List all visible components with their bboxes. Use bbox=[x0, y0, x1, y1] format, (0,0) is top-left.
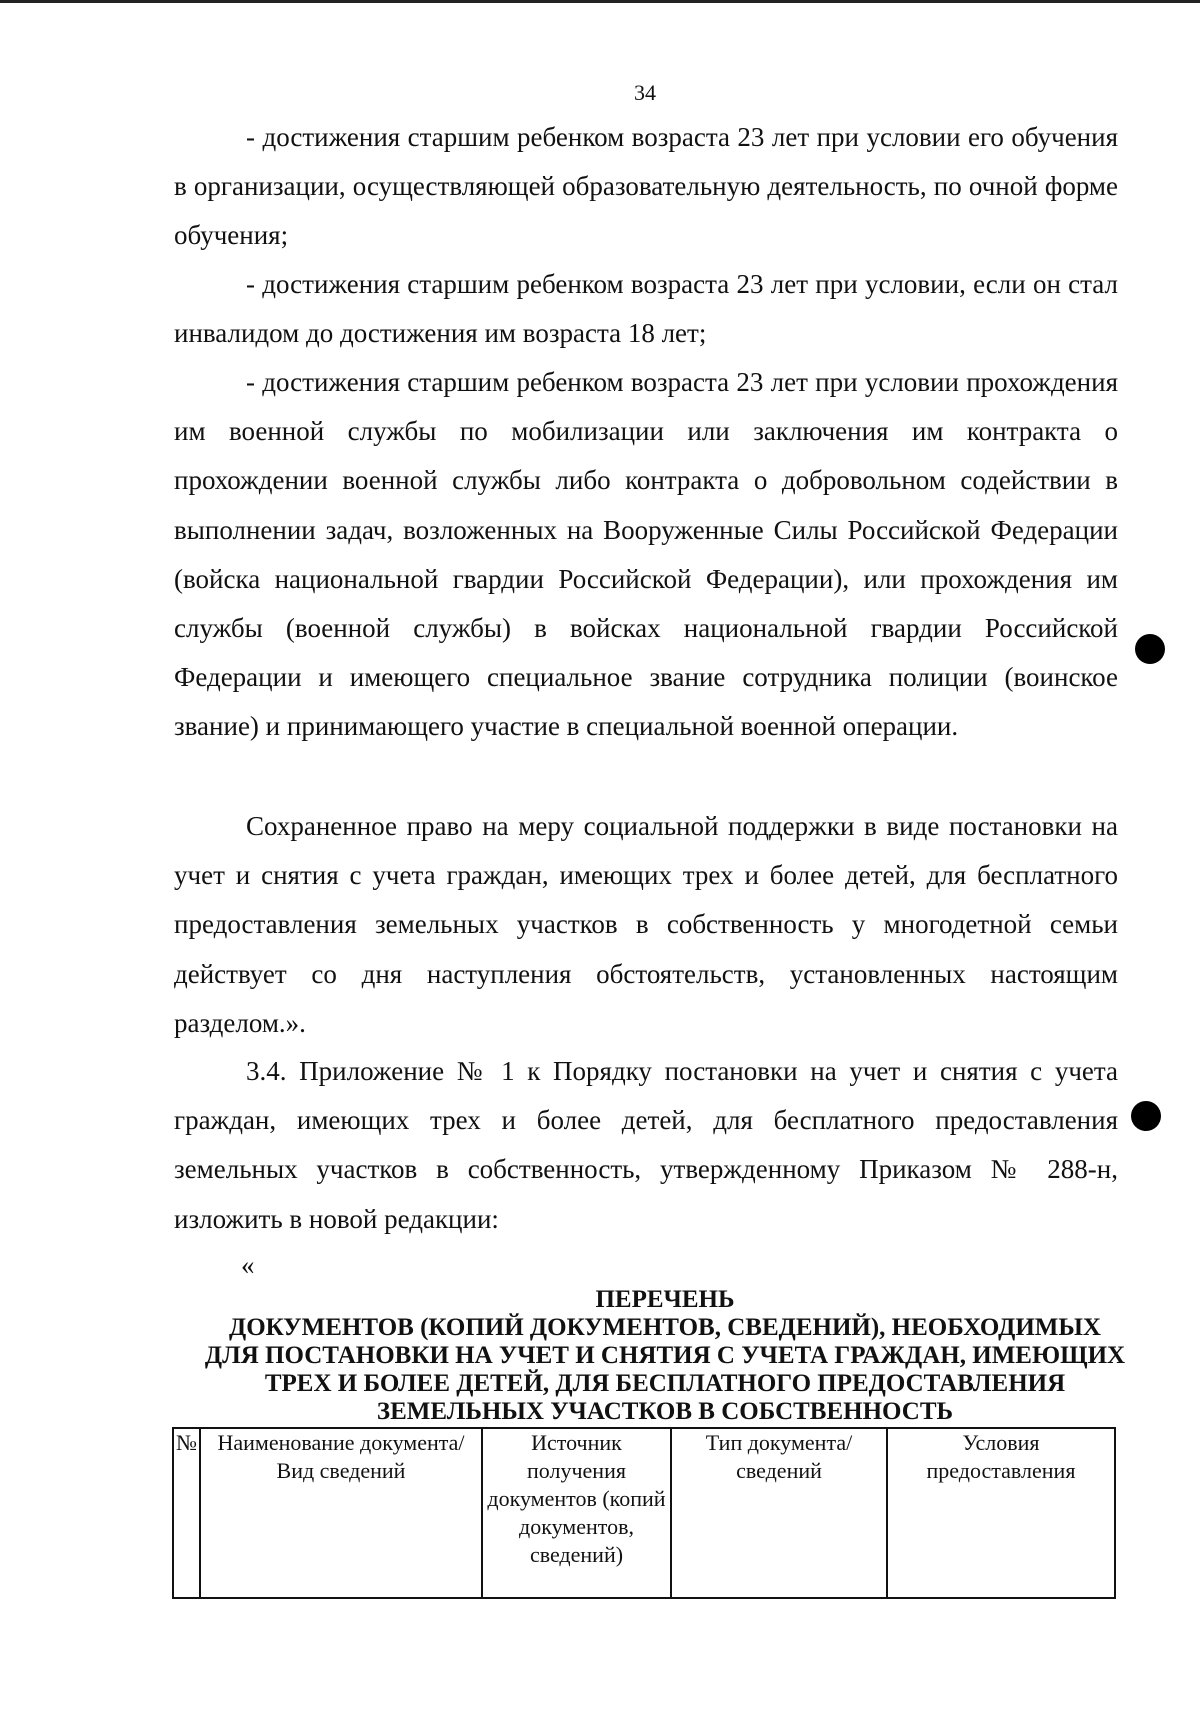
header-conditions: Условия предоставления bbox=[887, 1428, 1115, 1598]
paragraph-1: - достижения старшим ребенком возраста 23 лет при условии его обучения в организации, осуществляющей образовательную деятельность, по очной форме обучения; bbox=[174, 122, 1118, 251]
header-type: Тип документа/сведений bbox=[671, 1428, 887, 1598]
heading-line: ПЕРЕЧЕНЬ bbox=[595, 1286, 735, 1313]
page-number: 34 bbox=[634, 80, 656, 105]
heading-line: ДЛЯ ПОСТАНОВКИ НА УЧЕТ И СНЯТИЯ С УЧЕТА ГРАЖДАН, ИМЕЮЩИХ bbox=[204, 1342, 1126, 1369]
list-heading bbox=[200, 1286, 1130, 1426]
paragraph-4: Сохраненное право на меру социальной поддержки в виде постановки на учет и снятия с учета граждан, имеющих трех и более детей, для бесплатного предоставления земельных участков в собственность у многодетной семьи действует со дня наступления обстоятельств, установленных настоящим разделом.». bbox=[174, 811, 1118, 1038]
heading-line: ТРЕХ И БОЛЕЕ ДЕТЕЙ, ДЛЯ БЕСПЛАТНОГО ПРЕДОСТАВЛЕНИЯ bbox=[264, 1370, 1066, 1397]
opening-quote: « bbox=[241, 1250, 255, 1280]
top-border-line bbox=[0, 0, 1200, 3]
paragraph-2: - достижения старшим ребенком возраста 23 лет при условии, если он стал инвалидом до достижения им возраста 18 лет; bbox=[174, 269, 1118, 349]
table-header-row bbox=[173, 1428, 1115, 1598]
punch-hole-mark bbox=[1135, 634, 1165, 664]
heading-line: ЗЕМЕЛЬНЫХ УЧАСТКОВ В СОБСТВЕННОСТЬ bbox=[376, 1398, 954, 1425]
header-source: Источник получения документов (копий документов, сведений) bbox=[482, 1428, 671, 1598]
paragraph-5: 3.4. Приложение № 1 к Порядку постановки на учет и снятия с учета граждан, имеющих трех и более детей, для бесплатного предоставления земельных участков в собственность, утвержденному Приказом № 288-н, изложить в новой редакции: bbox=[174, 1056, 1118, 1234]
paragraph-3: - достижения старшим ребенком возраста 23 лет при условии прохождения им военной службы по мобилизации или заключения им контракта о прохождении военной службы либо контракта о добровольном содействии в выполнении задач, возложенных на Вооруженные Силы Российской Федерации (войска национальной гвардии Российской Федерации), или прохождения им службы (военной службы) в войсках национальной гвардии Российской Федерации и имеющего специальное звание сотрудника полиции (воинское звание) и принимающего участие в специальной военной операции. bbox=[174, 367, 1118, 742]
header-number: № bbox=[173, 1428, 200, 1598]
documents-table bbox=[172, 1427, 1116, 1599]
header-document-name: Наименование документа/Вид сведений bbox=[200, 1428, 482, 1598]
heading-line: ДОКУМЕНТОВ (КОПИЙ ДОКУМЕНТОВ, СВЕДЕНИЙ), НЕОБХОДИМЫХ bbox=[229, 1314, 1101, 1341]
punch-hole-mark bbox=[1131, 1101, 1161, 1131]
